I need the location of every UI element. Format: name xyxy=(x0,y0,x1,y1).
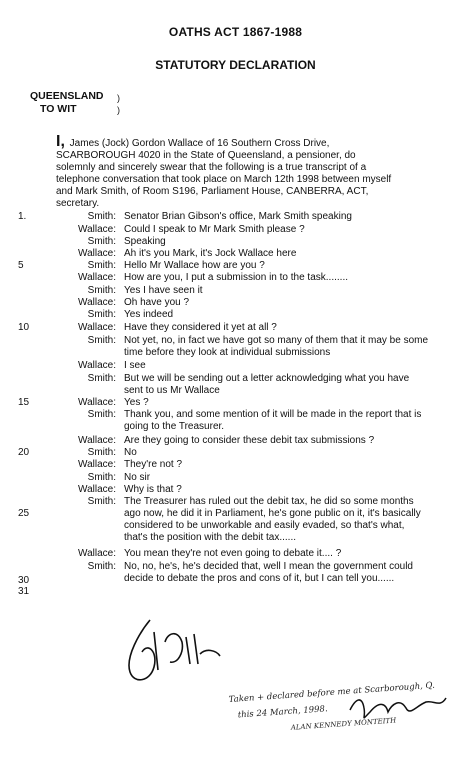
utterance-text: Thank you, and some mention of it will be made in the report that is going to the Treasurer. xyxy=(124,409,422,432)
utterance-text: Ah it's you Mark, it's Jock Wallace here xyxy=(124,248,297,259)
utterance-text: Speaking xyxy=(124,236,166,247)
utterance-text: Have they considered it yet at all ? xyxy=(124,322,277,333)
speaker-label: Smith: xyxy=(87,472,116,483)
utterance-text: Not yet, no, in fact we have got so many of them that it may be some time before they look at individual submissions xyxy=(124,335,429,358)
line-number: 10 xyxy=(18,322,30,333)
line-number: 5 xyxy=(18,260,24,271)
line-number: 20 xyxy=(18,447,30,458)
utterance-text: I see xyxy=(124,360,146,371)
utterance-text: Hello Mr Wallace how are you ? xyxy=(124,260,265,271)
speaker-label: Wallace: xyxy=(78,322,116,333)
speaker-label: Wallace: xyxy=(78,297,116,308)
utterance-text: Senator Brian Gibson's office, Mark Smith speaking xyxy=(124,211,352,222)
utterance-text: Oh have you ? xyxy=(124,297,190,308)
utterance-text: Are they going to consider these debit tax submissions ? xyxy=(124,435,375,446)
speaker-label: Wallace: xyxy=(78,360,116,371)
utterance-text: Why is that ? xyxy=(124,484,182,495)
utterance-text: The Treasurer has ruled out the debit tax, he did so some months ago now, he did it in Parliament, he's gone public on it, it's basically considered to be unworkable and easily evaded, so that's what, that's the position with the debit tax...... xyxy=(124,496,421,543)
utterance-text: No sir xyxy=(124,472,151,483)
speaker-label: Wallace: xyxy=(78,272,116,283)
speaker-label: Smith: xyxy=(87,309,116,320)
utterance-text: How are you, I put a submission in to the task........ xyxy=(124,272,348,283)
witness-signature xyxy=(350,698,446,718)
speaker-label: Smith: xyxy=(87,496,116,507)
speaker-label: Smith: xyxy=(87,260,116,271)
speaker-label: Smith: xyxy=(87,335,116,346)
line-number: 1. xyxy=(18,211,27,222)
speaker-label: Smith: xyxy=(87,561,116,572)
utterance-text: Could I speak to Mr Mark Smith please ? xyxy=(124,224,305,235)
utterance-text: Yes I have seen it xyxy=(124,285,203,296)
venue-block xyxy=(30,90,104,116)
handwritten-line-3: ALAN KENNEDY MONTEITH xyxy=(290,716,397,732)
declarant-signature xyxy=(120,605,230,702)
line-number: 31 xyxy=(18,586,30,597)
utterance-text: But we will be sending out a letter acknowledging what you have sent to us Mr Wallace xyxy=(124,373,410,396)
line-number: 30 xyxy=(18,575,30,586)
declaration-text: James (Jock) Gordon Wallace of 16 Southern Cross Drive, SCARBOROUGH 4020 in the State of Queensland, a pensioner, do solemnly and sincerely swear that the following is a true transcript of a telephone conversation that took place on March 12th 1998 between myself and Mark Smith, of Room S196, Parliament House, CANBERRA, ACT, secretary. xyxy=(56,138,392,209)
document-subtitle: STATUTORY DECLARATION xyxy=(155,58,316,72)
line-number: 25 xyxy=(18,508,30,519)
utterance-text: Yes ? xyxy=(124,397,149,408)
utterance-text: No, no, he's, he's decided that, well I mean the government could decide to debate the pros and cons of it, but I can tell you...... xyxy=(124,561,413,584)
declaration-big-i: I, xyxy=(56,133,65,150)
venue-brace: ) ) xyxy=(117,93,120,115)
utterance-text: They're not ? xyxy=(124,459,183,470)
utterance-text: You mean they're not even going to debate it.... ? xyxy=(124,548,342,559)
speaker-label: Wallace: xyxy=(78,435,116,446)
speaker-label: Wallace: xyxy=(78,459,116,470)
speaker-label: Wallace: xyxy=(78,484,116,495)
speaker-label: Smith: xyxy=(87,285,116,296)
utterance-text: No xyxy=(124,447,137,458)
document-title: OATHS ACT 1867-1988 xyxy=(168,25,303,39)
speaker-label: Smith: xyxy=(87,447,116,458)
speaker-label: Smith: xyxy=(87,211,116,222)
venue-state: QUEENSLAND xyxy=(30,90,104,102)
speaker-label: Smith: xyxy=(87,236,116,247)
speaker-label: Wallace: xyxy=(78,224,116,235)
line-number: 15 xyxy=(18,397,30,408)
speaker-label: Wallace: xyxy=(78,548,116,559)
handwritten-line-1: Taken + declared before me at Scarborough, Q. xyxy=(228,680,436,706)
venue-to-wit: TO WIT xyxy=(40,103,77,115)
speaker-label: Wallace: xyxy=(78,248,116,259)
speaker-label: Wallace: xyxy=(78,397,116,408)
speaker-label: Smith: xyxy=(87,373,116,384)
declaration-paragraph xyxy=(56,133,396,210)
handwritten-line-2: this 24 March, 1998. xyxy=(237,704,328,721)
declarant-signature-text: J. Wallace xyxy=(120,605,162,615)
witness-annotation xyxy=(230,682,460,746)
speaker-label: Smith: xyxy=(87,409,116,420)
utterance-text: Yes indeed xyxy=(124,309,174,320)
